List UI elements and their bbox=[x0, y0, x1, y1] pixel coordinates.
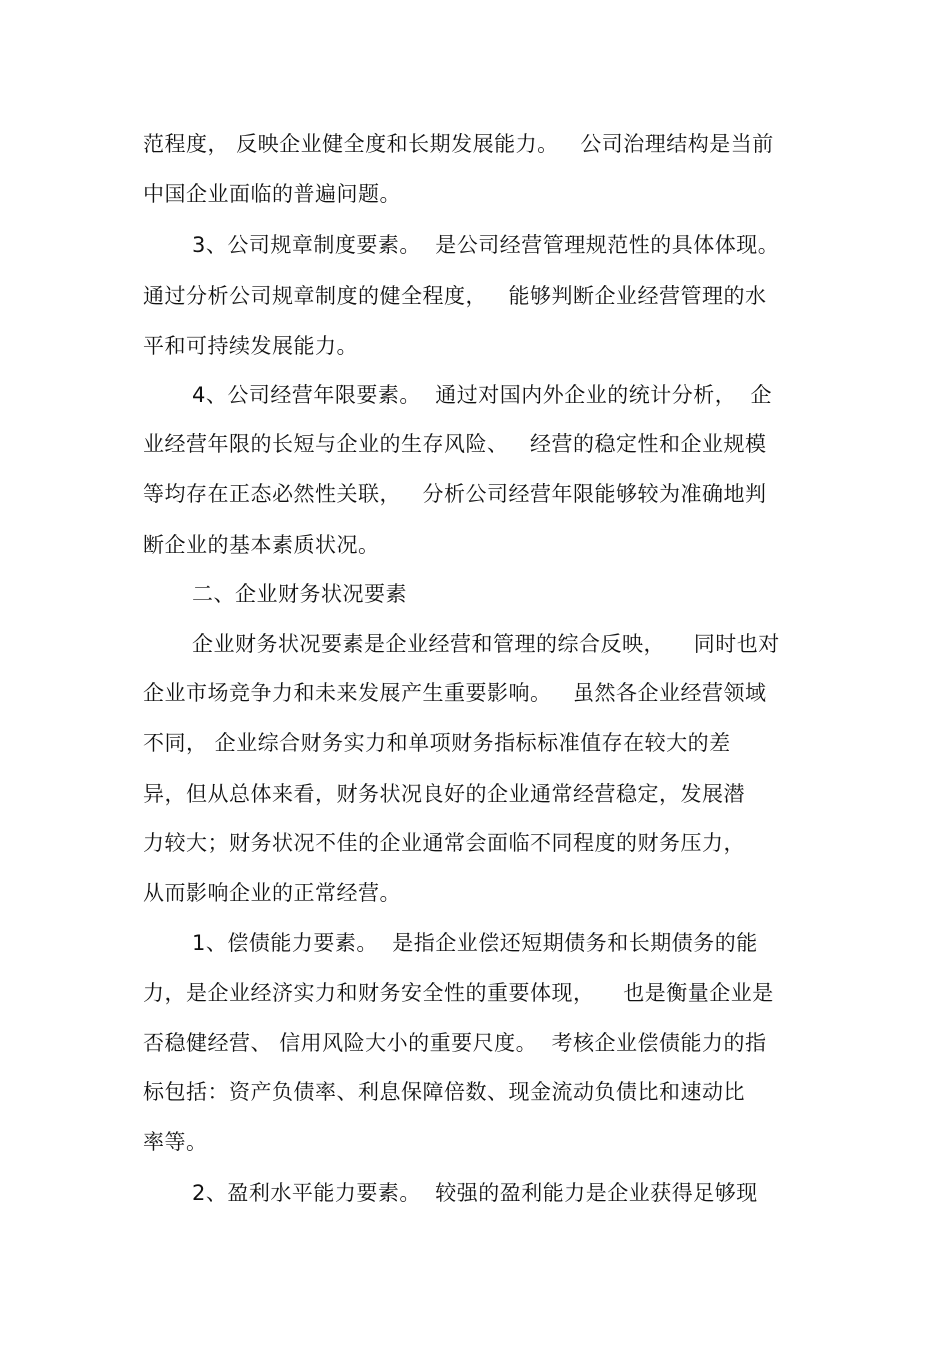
text-line: 率等。 bbox=[143, 1130, 208, 1154]
text-line: 业经营年限的长短与企业的生存风险、 经营的稳定性和企业规模 bbox=[143, 432, 767, 456]
text-line: 力较大；财务状况不佳的企业通常会面临不同程度的财务压力， bbox=[143, 831, 745, 855]
text-line: 标包括：资产负债率、利息保障倍数、现金流动负债比和速动比 bbox=[143, 1080, 745, 1104]
section-heading: 二、企业财务状况要素 bbox=[192, 582, 407, 606]
paragraph-start: 企业财务状况要素是企业经营和管理的综合反映， 同时也对 bbox=[192, 632, 780, 656]
paragraph-heading: 2、盈利水平能力要素。 较强的盈利能力是企业获得足够现 bbox=[192, 1181, 758, 1205]
text-line: 范程度， 反映企业健全度和长期发展能力。 公司治理结构是当前 bbox=[143, 132, 774, 156]
text-line: 中国企业面临的普遍问题。 bbox=[143, 182, 401, 206]
paragraph-heading: 3、公司规章制度要素。 是公司经营管理规范性的具体体现。 bbox=[192, 233, 780, 257]
paragraph-heading: 4、公司经营年限要素。 通过对国内外企业的统计分析， 企 bbox=[192, 383, 773, 407]
text-line: 不同， 企业综合财务实力和单项财务指标标准值存在较大的差 bbox=[143, 731, 731, 755]
text-line: 等均存在正态必然性关联， 分析公司经营年限能够较为准确地判 bbox=[143, 482, 767, 506]
text-line: 从而影响企业的正常经营。 bbox=[143, 881, 401, 905]
text-line: 力，是企业经济实力和财务安全性的重要体现， 也是衡量企业是 bbox=[143, 981, 774, 1005]
text-line: 通过分析公司规章制度的健全程度， 能够判断企业经营管理的水 bbox=[143, 284, 767, 308]
text-line: 平和可持续发展能力。 bbox=[143, 334, 358, 358]
text-line: 断企业的基本素质状况。 bbox=[143, 533, 380, 557]
text-line: 企业市场竞争力和未来发展产生重要影响。 虽然各企业经营领域 bbox=[143, 681, 767, 705]
text-line: 异，但从总体来看，财务状况良好的企业通常经营稳定，发展潜 bbox=[143, 782, 745, 806]
paragraph-heading: 1、偿债能力要素。 是指企业偿还短期债务和长期债务的能 bbox=[192, 931, 758, 955]
text-line: 否稳健经营、 信用风险大小的重要尺度。 考核企业偿债能力的指 bbox=[143, 1031, 767, 1055]
